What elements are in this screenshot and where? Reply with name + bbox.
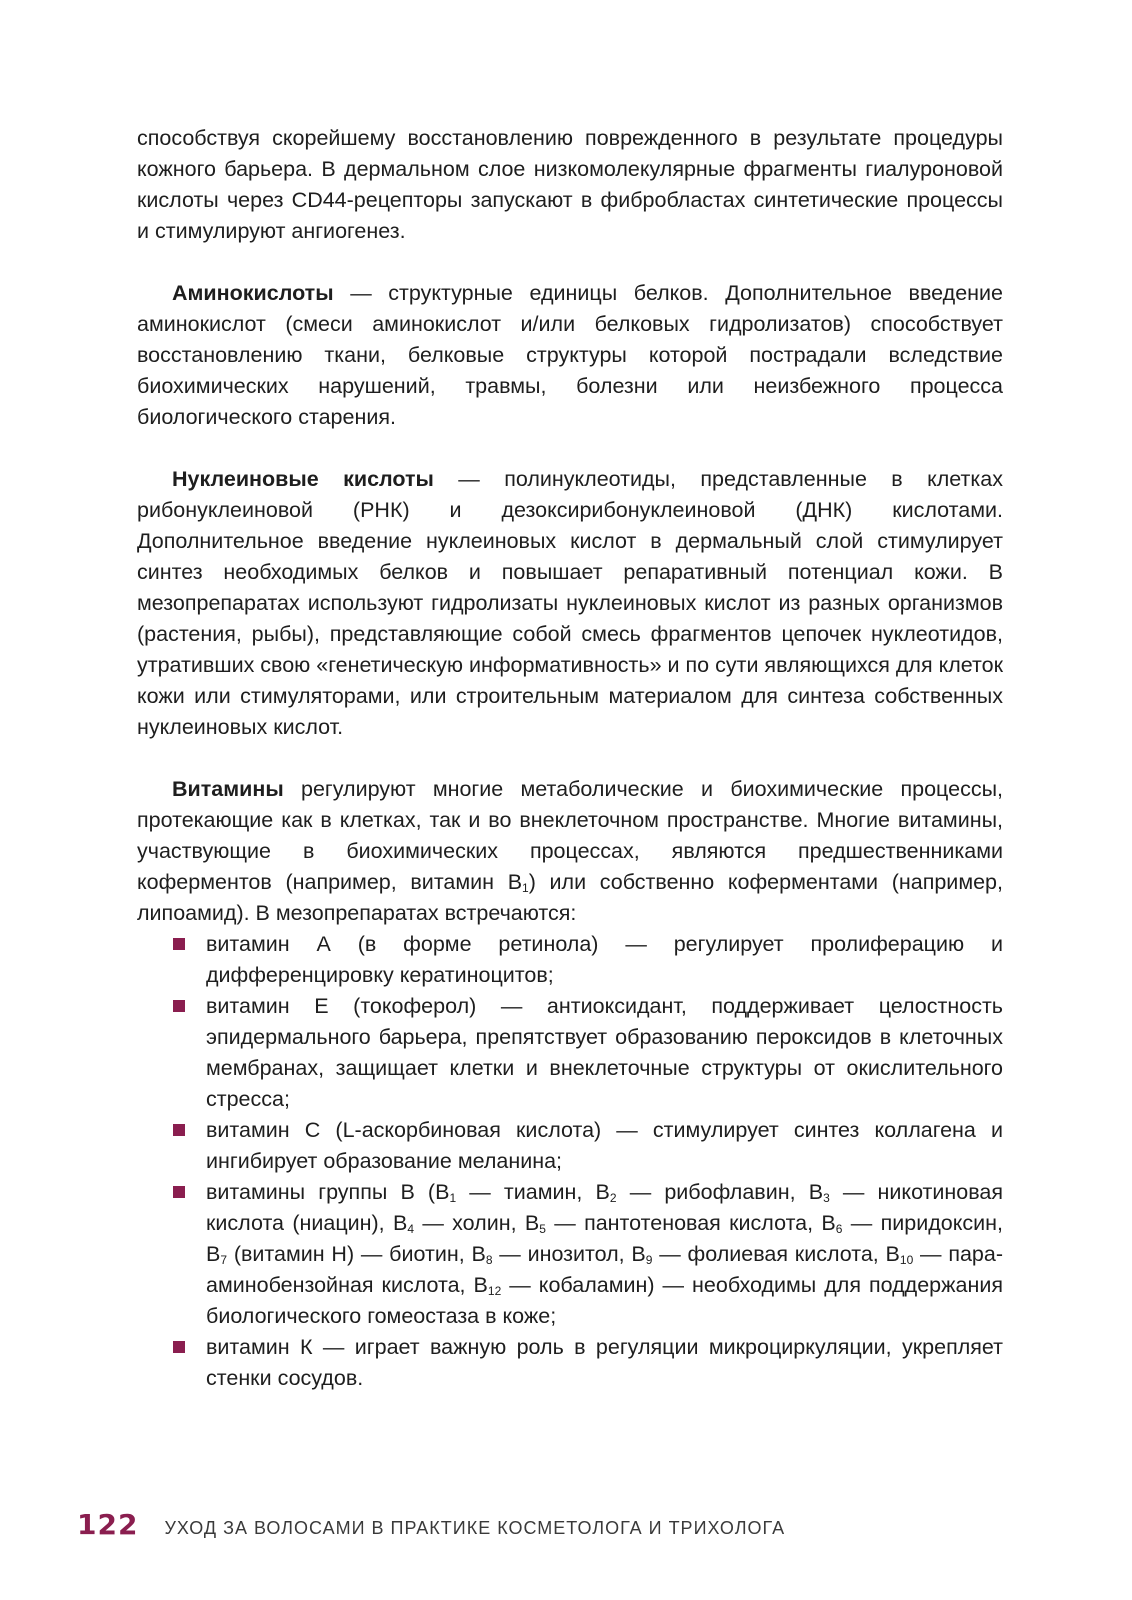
subscript: 7	[220, 1253, 228, 1267]
subscript: 8	[485, 1253, 493, 1267]
square-bullet-icon	[173, 1341, 185, 1353]
text-run: — пиридоксин, В	[206, 1211, 1003, 1266]
list-item	[206, 991, 1003, 1115]
text-run: — пантотеновая кислота, В	[545, 1211, 836, 1235]
paragraph-gap	[137, 247, 1003, 278]
subscript: 12	[487, 1284, 502, 1298]
list-item	[206, 1177, 1003, 1332]
square-bullet-icon	[173, 1000, 185, 1012]
subscript: 10	[899, 1253, 914, 1267]
text-run: — никотиновая кислота (ниацин), В	[206, 1180, 1004, 1235]
list-item-text: витамин А (в форме ретинола) — регулирует пролиферацию и дифференцировку кератиноцитов;	[206, 932, 1003, 987]
subscript: 5	[539, 1222, 546, 1236]
list-item-text: витамин К — играет важную роль в регуляции микроциркуляции, укрепляет стенки сосудов.	[206, 1335, 1003, 1390]
amino-acids-text: — структурные единицы белков. Дополнительное введение аминокислот (смеси аминокислот и/или белковых гидролизатов) способствует восстановлению ткани, белковые структуры которой пострадали вследствие биохимических нарушений, травмы, болезни или неизбежного процесса биологического старения.	[137, 281, 1003, 429]
paragraph-vitamins	[137, 774, 1003, 929]
text-run: — кобаламин) — необходимы для поддержания биологического гомеостаза в коже;	[206, 1273, 1003, 1328]
paragraph-amino-acids	[137, 278, 1003, 433]
vitamins-text: регулируют многие метаболические и биохимические процессы, протекающие как в клетках, так и во внеклеточном пространстве. Многие витамины, участвующие в биохимических процессах, являются предшественниками коферментов (например, витамин B	[137, 777, 1003, 894]
list-item-text: витамин С (L-аскорбиновая кислота) — стимулирует синтез коллагена и ингибирует образование меланина;	[206, 1118, 1003, 1173]
list-item	[206, 929, 1003, 991]
vitamins-text: ) или собственно коферментами (например, липоамид). В мезопрепаратах встречаются:	[137, 870, 1003, 925]
subscript: 3	[823, 1191, 830, 1205]
nucleic-acids-text: — полинуклеотиды, представленные в клетках рибонуклеиновой (РНК) и дезоксирибонуклеиновой (ДНК) кислотами. Дополнительное введение нуклеиновых кислот в дермальный слой стимулирует синтез необходимых белков и повышает репаративный потенциал кожи. В мезопрепаратах используют гидролизаты нуклеиновых кислот из разных организмов (растения, рыбы), представляющие собой смесь фрагментов цепочек нуклеотидов, утративших свою «генетическую информативность» и по сути являющихся для клеток кожи или стимуляторами, или строительным материалом для синтеза собственных нуклеиновых кислот.	[137, 467, 1003, 739]
paragraph-hyaluronic-continuation: способствуя скорейшему восстановлению поврежденного в результате процедуры кожного барьера. В дермальном слое низкомолекулярные фрагменты гиалуроновой кислоты через CD44-рецепторы запускают в фибробластах синтетические процессы и стимулируют ангиогенез.	[137, 126, 1003, 243]
square-bullet-icon	[173, 938, 185, 950]
text-run: — пара-аминобензойная кислота, В	[206, 1242, 1003, 1297]
page-footer	[77, 1508, 785, 1541]
subscript: 1	[522, 881, 529, 895]
subscript: 1	[449, 1191, 457, 1205]
term-nucleic-acids: Нуклеиновые кислоты	[172, 467, 434, 491]
list-item	[206, 1332, 1003, 1394]
paragraph-gap	[137, 743, 1003, 774]
list-item	[206, 1115, 1003, 1177]
square-bullet-icon	[173, 1186, 185, 1198]
vitamin-list	[137, 929, 1003, 1394]
paragraph-nucleic-acids	[137, 464, 1003, 743]
text-run: — рибофлавин, В	[616, 1180, 824, 1204]
subscript: 9	[645, 1253, 653, 1267]
list-item-text	[206, 1180, 1003, 1328]
term-amino-acids: Аминокислоты	[172, 281, 334, 305]
list-item-text: витамин Е (токоферол) — антиоксидант, поддерживает целостность эпидермального барьера, препятствует образованию пероксидов в клеточных мембранах, защищает клетки и внеклеточные структуры от окислительного стресса;	[206, 994, 1003, 1111]
page-number: 122	[77, 1508, 139, 1541]
text-run: — фолиевая кислота, В	[652, 1242, 900, 1266]
square-bullet-icon	[173, 1124, 185, 1136]
text-run: — инозитол, В	[492, 1242, 646, 1266]
text-run: витамины группы В (В	[206, 1180, 450, 1204]
subscript: 4	[407, 1222, 415, 1236]
text-run: — тиамин, В	[456, 1180, 610, 1204]
text-run: (витамин Н) — биотин, В	[227, 1242, 486, 1266]
term-vitamins: Витамины	[172, 777, 284, 801]
paragraph-gap	[137, 433, 1003, 464]
page-body	[137, 123, 1003, 1394]
running-title: УХОД ЗА ВОЛОСАМИ В ПРАКТИКЕ КОСМЕТОЛОГА И ТРИХОЛОГА	[164, 1518, 786, 1538]
text-run: — холин, В	[414, 1211, 540, 1235]
subscript: 6	[835, 1222, 843, 1236]
subscript: 2	[609, 1191, 617, 1205]
